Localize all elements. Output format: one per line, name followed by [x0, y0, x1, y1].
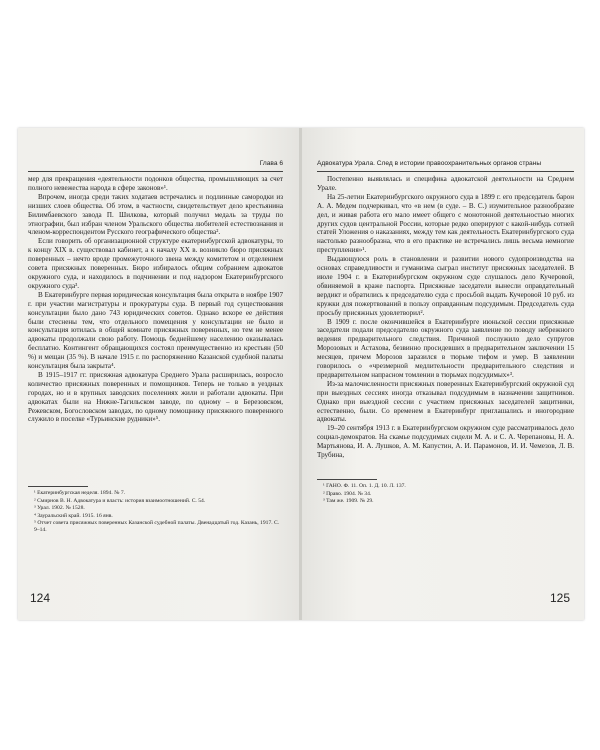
running-head: Адвокатура Урала. След в истории правоохранительных органов страны	[317, 160, 542, 167]
footnotes	[28, 486, 283, 535]
left-page	[18, 128, 301, 620]
footnote: ¹ Екатеринбургская неделя. 1894. № 7.	[34, 490, 126, 496]
footnote-rule	[317, 479, 377, 480]
paragraph: На 25-летии Екатеринбургского окружного суда в 1899 г. его председатель барон А. А. Медем подчеркивал, что «в нем (в суде. – В. С.) изумительное разнообразие дел, и живая работа его мало имеет общего с монотонной деятельностью многих других судов центральной России, которые редко оперируют с какой-нибудь сотней статей Уложения о наказаниях, между тем как деятельность Екатеринбургского суда настолько разнообразна, что в его практике не встречались лишь весьма немногие преступления»¹.	[317, 192, 574, 255]
paragraph: мер для прекращения «деятельности подонков общества, промышляющих за счет полного невежества народа в сфере законов»¹.	[28, 175, 283, 192]
footnotes	[317, 479, 574, 506]
paragraph: Постепенно выявлялась и специфика адвокатской деятельности на Среднем Урале.	[317, 175, 574, 192]
footnote: ³ Урал. 1902. № 1528.	[34, 505, 85, 512]
paragraph: В Екатеринбурге первая юридическая консультация была открыта в ноябре 1907 г. при участии магистратуры и прокуратуры суда. В первый год существования консультации было дано 743 юридических советов. Однако вскоре ее действия были стеснены тем, что отдельного помещения у консультации не было и консультация ютилась в общей комнате присяжных поверенных, но тем не менее адвокаты продолжали свою работу. Помощь беднейшему населению оказывалась бесплатно. Контингент обращающихся состоял преимущественно из крестьян (50 %) и мещан (35 %). В начале 1915 г. по распоряжению Казанской судебной палаты консультация была закрыта⁴.	[28, 290, 283, 371]
book-spread	[18, 128, 584, 620]
body-text	[317, 175, 574, 460]
body-text	[28, 175, 283, 424]
paragraph: Впрочем, иногда среди таких ходатаев встречались и подлинные самородки из низших слоев общества. Об этом, в частности, свидетельствует дело крестьянина Билимбаевского завода П. Шилкова, который получил медаль за труды по этнографии, был избран членом Уральского общества любителей естествознания и членом-корреспондентом Русского географического общества².	[28, 192, 283, 237]
footnote-rule	[28, 486, 88, 487]
paragraph: 19–20 сентября 1913 г. в Екатеринбургском окружном суде рассматривалось дело социал-демократов. На скамье подсудимых сидели М. А. и С. А. Черепановы, Н. А. Мартьянова, И. А. Лушков, А. М. Капустин, А. И. Парамонов, И. И. Чемезов, Л. В. Трубина,	[317, 424, 574, 460]
footnote: ⁵ Отчет совета присяжных поверенных Казанской судебной палаты. Двенадцатый год. Казань, 1917. С. 9–14.	[34, 520, 280, 534]
footnote: ² Право. 1904. № 34.	[323, 490, 372, 497]
paragraph: В 1909 г. после окончившейся в Екатеринбурге июньской сессии присяжные заседатели подали председателю окружного суда заявление по поводу небрежного ведения предварительного следствия. Причиной послужило дело супругов Морозовых и Астахова, безвинно просидевших в предварительном заключении 15 месяцев, причем Морозов заразился в тюрьме тифом и умер. В заявлении говорилось о «чрезмерной медлительности предварительного следствия и предварительном напрасном томлении в тюрьмах подсудимых»³.	[317, 317, 574, 379]
paragraph: Из-за малочисленности присяжных поверенных Екатеринбургский окружной суд при выездных сессиях иногда отказывал подсудимым в назначении защитников. Однако при выездной сессии с участием присяжных заседателей защитники, естественно, были. Со временем в Екатеринбург приглашались и иногородние адвокаты.	[317, 379, 574, 424]
page-number: 124	[30, 591, 51, 605]
footnote: ⁴ Зауральский край. 1915. 16 янв.	[34, 512, 113, 519]
footnote: ³ Там же. 1909. № 29.	[323, 498, 374, 505]
paragraph: Выдающуюся роль в становлении и развитии нового судопроизводства на основах справедливости и гуманизма сыграл институт присяжных заседателей. В июле 1904 г. в Екатеринбургском окружном суде слушалось дело Кучеровой, обвиняемой в краже паспорта. Присяжные заседатели вынесли оправдательный вердикт и обратились к председателю суда с просьбой выдать Кучеровой 10 руб. из кружки для пожертвований в пользу оправданным подсудимым. Председатель суда просьбу присяжных удовлетворил².	[317, 255, 574, 317]
book-gutter	[299, 128, 302, 620]
footnote: ¹ ГАНО. Ф. 11. Оп. 1. Д. 10. Л. 137.	[323, 483, 406, 489]
page-number: 125	[549, 591, 570, 605]
header-rule	[28, 171, 283, 172]
footnote: ² Смирнов В. Н. Адвокатура и власть: история взаимоотношений. С. 54.	[34, 497, 206, 504]
running-head: Глава 6	[259, 160, 283, 167]
paragraph: Если говорить об организационной структуре екатеринбургской адвокатуры, то к концу XIX в. существовал кабинет, а к началу XX в. возникло бюро присяжных поверенных – нечто вроде промежуточного звена между комитетом и отделением совета присяжных поверенных. Бюро избиралось общим собранием адвокатов окружного суда, и находилось в подчинении и под надзором Екатеринбургского окружного суда³.	[28, 237, 283, 290]
paragraph: В 1915–1917 гг. присяжная адвокатура Среднего Урала расширилась, возросло количество присяжных поверенных и помощников. Теперь не только в уездных городах, но и в крупных заводских поселениях жили и работали адвокаты. При адвокатах были на Нижне-Тагильском заводе, по одному – в Березовском, Режевском, Богословском заводах, по одному помощнику присяжного поверенного служило в поселке «Турьинские рудники»⁵.	[28, 370, 283, 424]
right-page	[301, 128, 584, 620]
header-rule	[317, 171, 574, 172]
